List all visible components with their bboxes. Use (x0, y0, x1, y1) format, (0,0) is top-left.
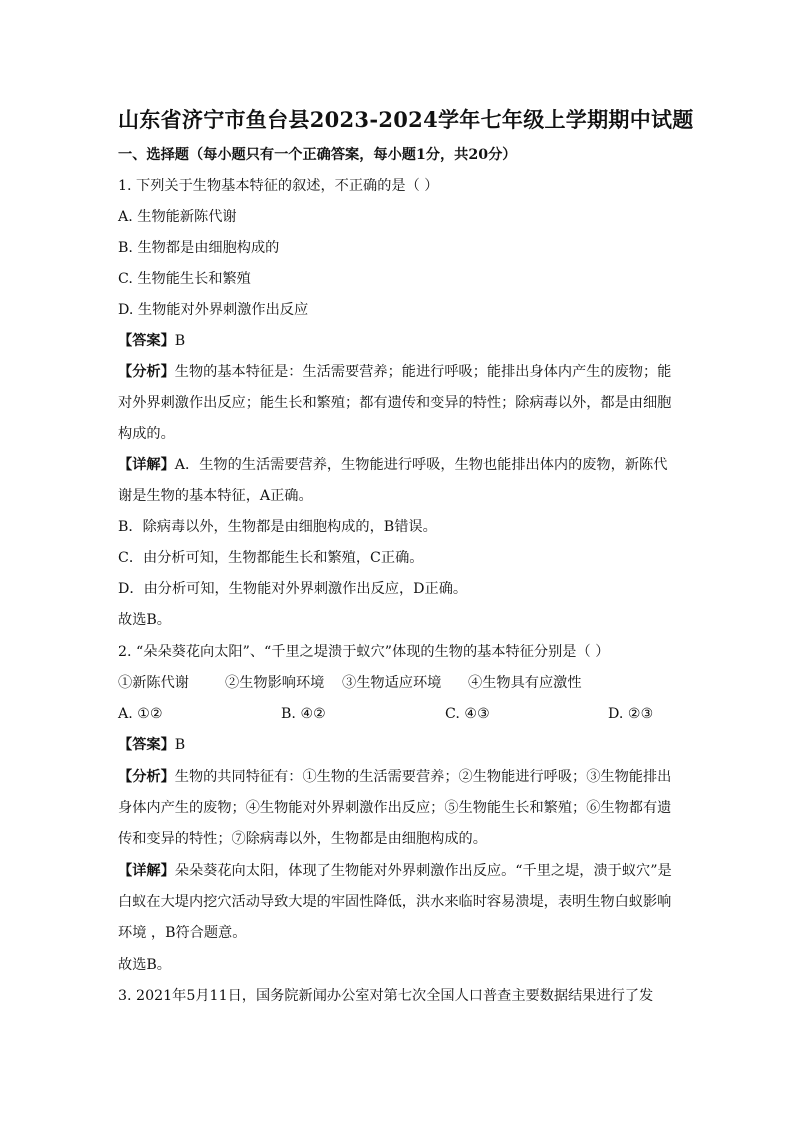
question-1-analysis-line (118, 362, 671, 382)
question-2-option-c: C. ④③ (445, 706, 490, 722)
question-2-option-d: D. ②③ (608, 706, 654, 722)
question-1-detail-line: C．由分析可知，生物都能生长和繁殖，C正确。 (118, 550, 424, 566)
question-1-conclusion: 故选B。 (118, 612, 171, 628)
question-1-detail-line (118, 455, 667, 475)
detail-text: A．生物的生活需要营养，生物能进行呼吸，生物也能排出体内的废物，新陈代 (174, 457, 668, 473)
question-1-analysis-line: 构成的。 (118, 426, 175, 442)
question-3-stem: 3. 2021年5月11日，国务院新闻办公室对第七次全国人口普查主要数据结果进行了发 (118, 988, 654, 1004)
page-title: 山东省济宁市鱼台县2023-2024学年七年级上学期期中试题 (118, 107, 694, 132)
question-2-option-a: A. ①② (118, 706, 163, 722)
question-2-stem: 2. “朵朵葵花向太阳”、“千里之堤溃于蚁穴”体现的生物的基本特征分别是（ ） (118, 644, 610, 660)
question-2-analysis-line: 身体内产生的废物；④生物能对外界刺激作出反应；⑤生物能生长和繁殖；⑥生物都有遗 (118, 800, 672, 816)
analysis-tag: 【分析】 (118, 364, 175, 380)
detail-tag: 【详解】 (118, 457, 175, 473)
question-1-detail-line: 谢是生物的基本特征，A正确。 (118, 488, 313, 504)
section-heading: 一、选择题（每小题只有一个正确答案，每小题1分，共20分） (118, 147, 517, 163)
question-2-option-b: B. ④② (281, 706, 326, 722)
answer-value: B (174, 737, 186, 753)
answer-tag: 【答案】 (118, 333, 175, 349)
question-1-option-d: D. 生物能对外界刺激作出反应 (118, 302, 309, 318)
question-1-detail-line: B．除病毒以外，生物都是由细胞构成的，B错误。 (118, 519, 437, 535)
question-2-item: ④生物具有应激性 (468, 675, 582, 691)
question-1-option-c: C. 生物能生长和繁殖 (118, 271, 251, 287)
question-1-detail-line: D．由分析可知，生物能对外界刺激作出反应，D正确。 (118, 581, 468, 597)
question-2-item: ③生物适应环境 (342, 675, 442, 691)
question-2-item: ②生物影响环境 (225, 675, 325, 691)
analysis-text: 生物的基本特征是：生活需要营养；能进行呼吸；能排出身体内产生的废物；能 (174, 364, 672, 380)
answer-tag: 【答案】 (118, 737, 175, 753)
detail-tag: 【详解】 (118, 863, 175, 879)
analysis-text: 生物的共同特征有：①生物的生活需要营养；②生物能进行呼吸；③生物能排出 (174, 769, 672, 785)
question-1-answer (118, 331, 185, 351)
question-1-stem: 1. 下列关于生物基本特征的叙述，不正确的是（ ） (118, 178, 439, 194)
question-2-analysis-line (118, 767, 671, 787)
detail-text: 朵朵葵花向太阳，体现了生物能对外界刺激作出反应。“千里之堤，溃于蚁穴”是 (174, 863, 672, 879)
question-2-items (118, 673, 678, 693)
question-1-analysis-line: 对外界刺激作出反应；能生长和繁殖；都有遗传和变异的特性；除病毒以外，都是由细胞 (118, 395, 672, 411)
question-2-options (118, 704, 678, 724)
question-2-answer (118, 735, 185, 755)
analysis-tag: 【分析】 (118, 769, 175, 785)
question-1-option-a: A. 生物能新陈代谢 (118, 209, 237, 225)
question-2-analysis-line: 传和变异的特性；⑦除病毒以外，生物都是由细胞构成的。 (118, 831, 487, 847)
question-2-item: ①新陈代谢 (118, 675, 189, 691)
question-2-detail-line: 环境 ，B符合题意。 (118, 925, 247, 941)
question-2-detail-line (118, 861, 672, 881)
question-1-option-b: B. 生物都是由细胞构成的 (118, 240, 280, 256)
question-2-conclusion: 故选B。 (118, 957, 171, 973)
answer-value: B (174, 333, 186, 349)
question-2-detail-line: 白蚁在大堤内挖穴活动导致大堤的牢固性降低，洪水来临时容易溃堤，表明生物白蚁影响 (118, 894, 672, 910)
